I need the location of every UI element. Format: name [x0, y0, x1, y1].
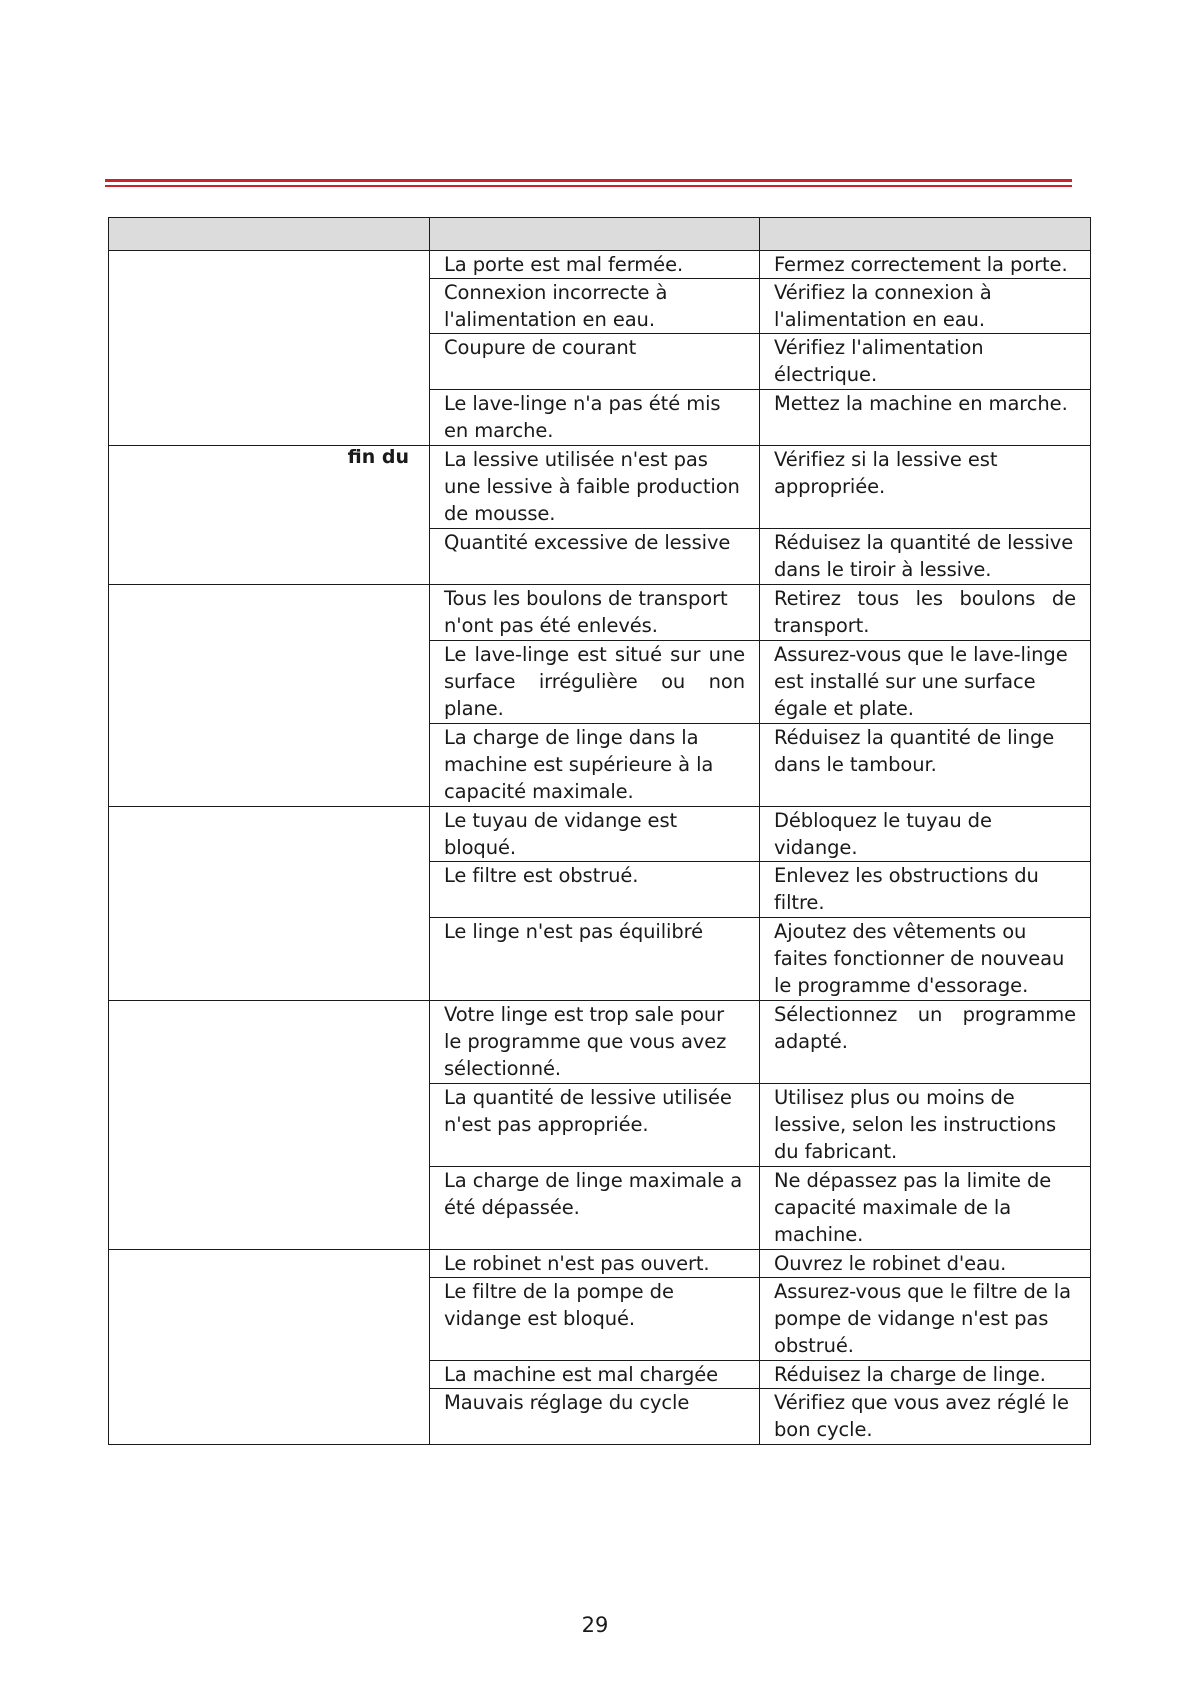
cause-cell: Le tuyau de vidange est bloqué.: [430, 807, 760, 862]
problem-cell: fin du: [109, 446, 430, 585]
header-rule-bottom: [105, 185, 1072, 187]
solution-cell: Mettez la machine en marche.: [760, 390, 1091, 446]
problem-cell: [109, 1001, 430, 1250]
solution-cell: Vérifiez si la lessive est appropriée.: [760, 446, 1091, 529]
header-solution: [760, 218, 1091, 251]
solution-cell: Fermez correctement la porte.: [760, 251, 1091, 279]
header-problem: [109, 218, 430, 251]
problem-cell: [109, 807, 430, 1001]
cause-cell: La charge de linge maximale a été dépassée.: [430, 1167, 760, 1250]
solution-cell: Réduisez la quantité de linge dans le tambour.: [760, 724, 1091, 807]
table-row: [109, 1250, 1091, 1278]
table-row: [109, 251, 1091, 279]
solution-cell: Assurez-vous que le lave-linge est installé sur une surface égale et plate.: [760, 641, 1091, 724]
solution-cell: Enlevez les obstructions du filtre.: [760, 862, 1091, 918]
table-row: [109, 585, 1091, 641]
cause-cell: Le robinet n'est pas ouvert.: [430, 1250, 760, 1278]
solution-cell: Débloquez le tuyau de vidange.: [760, 807, 1091, 862]
page-number: 29: [581, 1613, 609, 1637]
cause-cell: Votre linge est trop sale pour le programme que vous avez sélectionné.: [430, 1001, 760, 1084]
cause-cell: Quantité excessive de lessive: [430, 529, 760, 585]
cause-cell: Tous les boulons de transport n'ont pas été enlevés.: [430, 585, 760, 641]
solution-cell: Réduisez la charge de linge.: [760, 1361, 1091, 1389]
table-row: [109, 446, 1091, 529]
solution-cell: Ne dépassez pas la limite de capacité maximale de la machine.: [760, 1167, 1091, 1250]
cause-cell: Coupure de courant: [430, 334, 760, 390]
cause-cell: Le lave-linge n'a pas été mis en marche.: [430, 390, 760, 446]
cause-cell: La quantité de lessive utilisée n'est pas appropriée.: [430, 1084, 760, 1167]
table-row: [109, 807, 1091, 862]
cause-cell: Mauvais réglage du cycle: [430, 1389, 760, 1445]
cause-cell: Le filtre est obstrué.: [430, 862, 760, 918]
solution-cell: Sélectionnez un programme adapté.: [760, 1001, 1091, 1084]
solution-cell: Utilisez plus ou moins de lessive, selon les instructions du fabricant.: [760, 1084, 1091, 1167]
cause-cell: La charge de linge dans la machine est supérieure à la capacité maximale.: [430, 724, 760, 807]
problem-cell: [109, 251, 430, 446]
cause-cell: Le lave-linge est situé sur une surface irrégulière ou non plane.: [430, 641, 760, 724]
solution-cell: Vérifiez que vous avez réglé le bon cycle.: [760, 1389, 1091, 1445]
cause-cell: La porte est mal fermée.: [430, 251, 760, 279]
header-rule-top: [105, 179, 1072, 182]
solution-cell: Retirez tous les boulons de transport.: [760, 585, 1091, 641]
cause-cell: La machine est mal chargée: [430, 1361, 760, 1389]
problem-cell: [109, 585, 430, 807]
problem-cell: [109, 1250, 430, 1445]
solution-cell: Ajoutez des vêtements ou faites fonctionner de nouveau le programme d'essorage.: [760, 918, 1091, 1001]
table-header-row: [109, 218, 1091, 251]
cause-cell: La lessive utilisée n'est pas une lessive à faible production de mousse.: [430, 446, 760, 529]
solution-cell: Vérifiez l'alimentation électrique.: [760, 334, 1091, 390]
troubleshooting-table: [108, 217, 1091, 1445]
cause-cell: Connexion incorrecte à l'alimentation en eau.: [430, 279, 760, 334]
cause-cell: Le filtre de la pompe de vidange est bloqué.: [430, 1278, 760, 1361]
solution-cell: Assurez-vous que le filtre de la pompe de vidange n'est pas obstrué.: [760, 1278, 1091, 1361]
table-row: [109, 1001, 1091, 1084]
cause-cell: Le linge n'est pas équilibré: [430, 918, 760, 1001]
header-cause: [430, 218, 760, 251]
solution-cell: Ouvrez le robinet d'eau.: [760, 1250, 1091, 1278]
solution-cell: Vérifiez la connexion à l'alimentation en eau.: [760, 279, 1091, 334]
solution-cell: Réduisez la quantité de lessive dans le tiroir à lessive.: [760, 529, 1091, 585]
